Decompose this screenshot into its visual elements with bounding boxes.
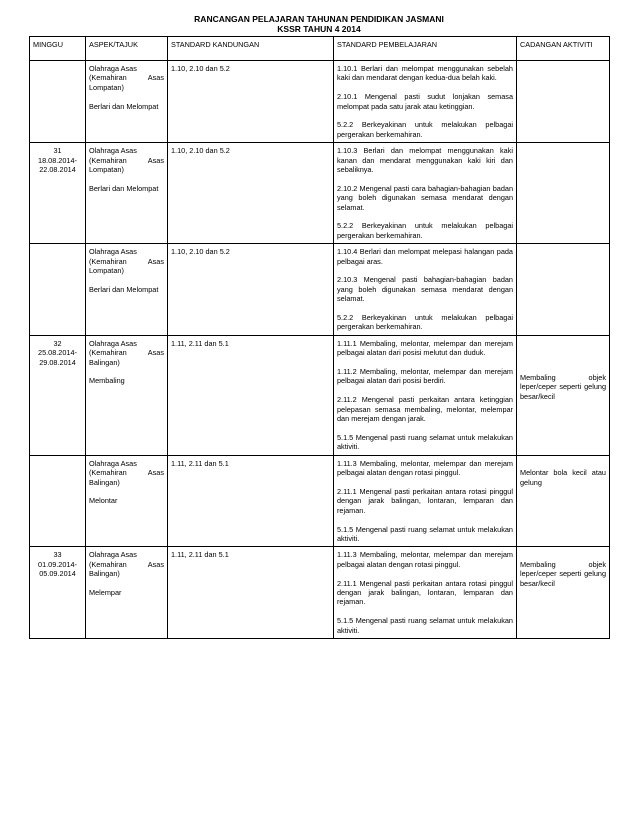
header-standard-pembelajaran: STANDARD PEMBELAJARAN bbox=[334, 37, 517, 61]
week-start-date: 25.08.2014- bbox=[38, 348, 77, 358]
sp-item: 5.2.2 Berkeyakinan untuk melakukan pelbagai pergerakan berkemahiran. bbox=[337, 313, 513, 332]
aspek-skill-open: (Kemahiran bbox=[89, 559, 127, 569]
sp-item: 2.10.3 Mengenal pasti bahagian-bahagian badan yang boleh digunakan semasa mendarat dengan selamat. bbox=[337, 275, 513, 304]
cadangan-aktiviti-text: Membaling objek leper/ceper seperti gelung besar/kecil bbox=[520, 372, 606, 401]
week-number: 32 bbox=[53, 338, 62, 348]
aspek-title: Olahraga Asas bbox=[89, 146, 137, 156]
aspek-skill-line bbox=[89, 156, 164, 165]
document-subtitle: KSSR TAHUN 4 2014 bbox=[277, 24, 361, 34]
cadangan-aktiviti-text: Membaling objek leper/ceper seperti gelung besar/kecil bbox=[520, 559, 606, 588]
table-row bbox=[30, 244, 610, 336]
aspek-skill-open: (Kemahiran bbox=[89, 73, 127, 83]
week-cell bbox=[30, 61, 86, 143]
aspek-skill-type: Lompatan) bbox=[89, 165, 124, 175]
aspek-cell bbox=[86, 244, 168, 336]
week-start-date: 01.09.2014- bbox=[38, 559, 77, 569]
aspek-skill-line bbox=[89, 468, 164, 477]
week-start-date: 18.08.2014- bbox=[38, 155, 77, 165]
week-end-date: 05.09.2014 bbox=[39, 569, 76, 579]
sp-item: 5.1.5 Mengenal pasti ruang selamat untuk melakukan aktiviti. bbox=[337, 524, 513, 543]
aspek-skill-line bbox=[89, 257, 164, 266]
sp-item: 2.11.1 Mengenal pasti perkaitan antara rotasi pinggul dengan jarak balingan, lontaran, lemparan dan rejaman. bbox=[337, 486, 513, 515]
sp-item: 1.11.3 Membaling, melontar, melempar dan merejam pelbagai alatan dengan rotasi pinggul. bbox=[337, 550, 513, 569]
aspek-skill-type: Balingan) bbox=[89, 357, 120, 367]
sp-item: 5.2.2 Berkeyakinan untuk melakukan pelbagai pergerakan berkemahiran. bbox=[337, 221, 513, 240]
table-row bbox=[30, 547, 610, 639]
table-row bbox=[30, 455, 610, 547]
lesson-plan-table bbox=[29, 36, 610, 639]
sp-item: 1.11.3 Membaling, melontar, melempar dan merejam pelbagai alatan dengan rotasi pinggul. bbox=[337, 458, 513, 478]
aspek-title: Olahraga Asas bbox=[89, 247, 137, 257]
week-cell bbox=[30, 244, 86, 336]
standard-kandungan-cell: 1.11, 2.11 dan 5.1 bbox=[168, 455, 334, 547]
aspek-skill-asas: Asas bbox=[147, 468, 164, 478]
standard-pembelajaran-cell bbox=[334, 547, 517, 639]
cadangan-aktiviti-cell bbox=[517, 455, 610, 547]
aspek-title: Olahraga Asas bbox=[89, 458, 137, 468]
header-cadangan-aktiviti: CADANGAN AKTIVITI bbox=[517, 37, 610, 61]
aspek-cell bbox=[86, 335, 168, 455]
table-row bbox=[30, 61, 610, 143]
week-number: 31 bbox=[53, 146, 62, 156]
aspek-title: Olahraga Asas bbox=[89, 550, 137, 560]
tajuk-text: Membaling bbox=[89, 376, 125, 386]
sp-item: 2.10.2 Mengenal pasti cara bahagian-bahagian badan yang boleh digunakan semasa mendarat dengan selamat. bbox=[337, 183, 513, 212]
sp-item: 5.1.5 Mengenal pasti ruang selamat untuk melakukan aktiviti. bbox=[337, 616, 513, 635]
standard-kandungan-cell: 1.11, 2.11 dan 5.1 bbox=[168, 547, 334, 639]
aspek-skill-type: Balingan) bbox=[89, 477, 120, 487]
table-row bbox=[30, 143, 610, 244]
header-aspek: ASPEK/TAJUK bbox=[86, 37, 168, 61]
sp-item: 5.2.2 Berkeyakinan untuk melakukan pelbagai pergerakan berkemahiran. bbox=[337, 120, 513, 139]
week-cell bbox=[30, 143, 86, 244]
cadangan-aktiviti-cell bbox=[517, 335, 610, 455]
cadangan-aktiviti-cell bbox=[517, 143, 610, 244]
standard-pembelajaran-cell bbox=[334, 244, 517, 336]
aspek-skill-type: Lompatan) bbox=[89, 266, 124, 276]
tajuk-text: Melempar bbox=[89, 587, 122, 597]
table-header-row bbox=[30, 37, 610, 61]
aspek-skill-asas: Asas bbox=[147, 73, 164, 83]
aspek-skill-open: (Kemahiran bbox=[89, 348, 127, 358]
standard-pembelajaran-cell bbox=[334, 335, 517, 455]
aspek-skill-asas: Asas bbox=[147, 348, 164, 358]
standard-pembelajaran-cell bbox=[334, 61, 517, 143]
sp-item: 2.11.1 Mengenal pasti perkaitan antara rotasi pinggul dengan jarak balingan, lontaran, lemparan dan rejaman. bbox=[337, 578, 513, 607]
aspek-skill-open: (Kemahiran bbox=[89, 468, 127, 478]
aspek-skill-type: Lompatan) bbox=[89, 82, 124, 92]
cadangan-aktiviti-text: Melontar bola kecil atau gelung bbox=[520, 468, 606, 487]
aspek-skill-asas: Asas bbox=[147, 256, 164, 266]
aspek-cell bbox=[86, 547, 168, 639]
tajuk-text: Berlari dan Melompat bbox=[89, 284, 159, 294]
sp-item: 2.11.2 Mengenal pasti perkaitan antara ketinggian pelepasan semasa membaling, melontar, melempar dan merejam dengan jarak. bbox=[337, 395, 513, 424]
aspek-cell bbox=[86, 61, 168, 143]
document-title: RANCANGAN PELAJARAN TAHUNAN PENDIDIKAN JASMANI bbox=[194, 14, 444, 24]
standard-kandungan-cell: 1.10, 2.10 dan 5.2 bbox=[168, 244, 334, 336]
aspek-skill-type: Balingan) bbox=[89, 569, 120, 579]
cadangan-aktiviti-cell bbox=[517, 547, 610, 639]
week-end-date: 22.08.2014 bbox=[39, 165, 76, 175]
week-end-date: 29.08.2014 bbox=[39, 357, 76, 367]
standard-kandungan-cell: 1.11, 2.11 dan 5.1 bbox=[168, 335, 334, 455]
cadangan-aktiviti-cell bbox=[517, 61, 610, 143]
sp-item: 2.10.1 Mengenal pasti sudut lonjakan semasa melompat pada satu jarak atau ketinggian. bbox=[337, 92, 513, 111]
aspek-cell bbox=[86, 455, 168, 547]
aspek-skill-line bbox=[89, 73, 164, 82]
standard-pembelajaran-cell bbox=[334, 455, 517, 547]
aspek-skill-line bbox=[89, 560, 164, 569]
sp-item: 1.11.1 Membaling, melontar, melempar dan merejam pelbagai alatan dari posisi melutut dan duduk. bbox=[337, 338, 513, 358]
standard-pembelajaran-cell bbox=[334, 143, 517, 244]
header-standard-kandungan: STANDARD KANDUNGAN bbox=[168, 37, 334, 61]
aspek-skill-asas: Asas bbox=[147, 559, 164, 569]
aspek-skill-line bbox=[89, 348, 164, 357]
aspek-title: Olahraga Asas bbox=[89, 64, 137, 73]
week-number: 33 bbox=[53, 550, 62, 560]
aspek-title: Olahraga Asas bbox=[89, 338, 137, 348]
week-cell bbox=[30, 455, 86, 547]
tajuk-text: Berlari dan Melompat bbox=[89, 101, 159, 111]
aspek-skill-open: (Kemahiran bbox=[89, 155, 127, 165]
header-minggu: MINGGU bbox=[30, 37, 86, 61]
sp-item: 5.1.5 Mengenal pasti ruang selamat untuk melakukan aktiviti. bbox=[337, 432, 513, 452]
aspek-cell bbox=[86, 143, 168, 244]
cadangan-aktiviti-cell bbox=[517, 244, 610, 336]
table-row bbox=[30, 335, 610, 455]
sp-item: 1.10.4 Berlari dan melompat melepasi halangan pada pelbagai aras. bbox=[337, 247, 513, 266]
aspek-skill-asas: Asas bbox=[147, 155, 164, 165]
sp-item: 1.10.1 Berlari dan melompat menggunakan sebelah kaki dan mendarat dengan kedua-dua belah kaki. bbox=[337, 64, 513, 83]
sp-item: 1.11.2 Membaling, melontar, melempar dan merejam pelbagai alatan dari posisi berdiri. bbox=[337, 367, 513, 386]
aspek-skill-open: (Kemahiran bbox=[89, 256, 127, 266]
standard-kandungan-cell: 1.10, 2.10 dan 5.2 bbox=[168, 61, 334, 143]
sp-item: 1.10.3 Berlari dan melompat menggunakan kaki kanan dan mendarat menggunakan kaki kiri dan sebaliknya. bbox=[337, 146, 513, 175]
tajuk-text: Berlari dan Melompat bbox=[89, 183, 159, 193]
standard-kandungan-cell: 1.10, 2.10 dan 5.2 bbox=[168, 143, 334, 244]
week-cell bbox=[30, 335, 86, 455]
week-cell bbox=[30, 547, 86, 639]
tajuk-text: Melontar bbox=[89, 496, 118, 506]
